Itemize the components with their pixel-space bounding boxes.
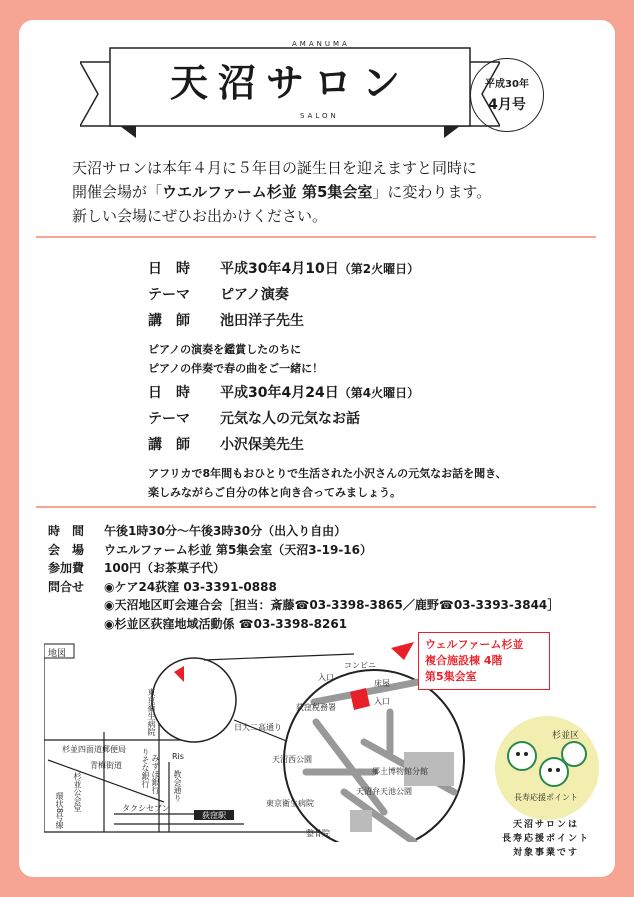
intro-line2-post: 」に変わります。 <box>372 183 492 201</box>
map-label-zeimusho: 荻窪税務署 <box>296 703 336 712</box>
map-label-post: 杉並四面道郵便局 <box>62 745 126 754</box>
callout-line2: 複合施設棟 4階 <box>425 654 503 667</box>
info-contact2-row <box>48 596 608 615</box>
badge-ward: 杉並区 <box>552 731 580 741</box>
info-contact1: ◉ケア24荻窪 03-3391-0888 <box>104 579 277 594</box>
page-title: 天沼サロン <box>169 61 410 105</box>
header-bottom-small: SALON <box>300 112 339 120</box>
map-label-kyodo: 郷土博物館分館 <box>372 767 428 776</box>
map-label-seikotsu: 整骨院 <box>306 829 330 838</box>
map-label-kyokai: 教会通り <box>173 770 182 802</box>
info-contact-row <box>48 578 608 597</box>
info-contact2: ◉天沼地区町会連合会［担当：斎藤☎03-3398-3865／鹿野☎03-3393-3844］ <box>104 598 560 612</box>
badge-points: 長寿応援ポイント <box>514 793 578 802</box>
event-2-lecturer: 小沢保美先生 <box>220 437 304 453</box>
event-1-lecturer: 池田洋子先生 <box>220 313 304 329</box>
intro-venue-bold: ウエルファーム杉並 第5集会室 <box>162 183 373 201</box>
info-contact-label: 問合せ <box>48 579 85 594</box>
map-label-benten: 天沼弁天池公園 <box>356 787 412 796</box>
map-label-konbini: コンビニ <box>344 661 376 670</box>
event-1-theme: ピアノ演奏 <box>220 287 289 303</box>
map-label-tokoya: 床屋 <box>374 679 390 688</box>
issue-month: 4月号 <box>488 97 526 113</box>
info-time: 午後1時30分～午後3時30分（出入り自由） <box>104 524 347 538</box>
intro-text <box>72 156 592 228</box>
intro-line3: 新しい会場にぜひお出かけください。 <box>72 207 328 225</box>
map-label-park-west: 天沼西公園 <box>272 755 312 764</box>
map-label-nittai: 日大二高通り <box>234 723 282 732</box>
intro-line2-pre: 開催会場が「 <box>72 183 163 201</box>
venue-callout <box>418 632 550 690</box>
points-note-line2: 長寿応援ポイント <box>501 834 590 844</box>
info-time-label: 時 間 <box>48 524 85 538</box>
event-1-theme-label: テーマ <box>148 287 190 303</box>
intro-line1: 天沼サロンは本年４月に５年目の誕生日を迎えますと同時に <box>72 159 478 177</box>
map-label-taxi: タクシセブン <box>122 804 170 813</box>
map-station-label: 荻窪駅 <box>202 811 226 820</box>
points-note-line3: 対象事業です <box>512 848 579 858</box>
map-label-entrance2: 入口 <box>374 697 390 706</box>
info-fee: 100円（お茶菓子代） <box>104 561 226 575</box>
event-2-theme-row <box>148 406 588 432</box>
event-1-desc-line2: ピアノの伴奏で春の曲をご一緒に！ <box>148 362 324 375</box>
event-2-lecturer-row <box>148 432 588 458</box>
event-2-date: 平成30年4月24日 <box>220 385 339 401</box>
event-2-weekday: （第4火曜日） <box>338 386 420 400</box>
map-title: 地図 <box>48 649 67 659</box>
map-label-aome: 青梅街道 <box>90 761 122 770</box>
map-label-hospital-small: 東京衛生病院 <box>147 688 156 736</box>
callout-line1: ウェルファーム杉並 <box>425 638 524 651</box>
event-2-theme-label: テーマ <box>148 411 190 427</box>
event-2-description <box>148 464 588 502</box>
event-1-description <box>148 340 588 378</box>
info-fee-row <box>48 559 608 578</box>
divider-bottom <box>36 506 596 508</box>
event-2-lecturer-label: 講 師 <box>148 437 190 453</box>
event-1-lecturer-row <box>148 308 588 334</box>
event-1-date: 平成30年4月10日 <box>220 261 339 277</box>
header-top-small: AMANUMA <box>292 40 350 48</box>
event-info <box>48 522 608 633</box>
points-note-line1: 天沼サロンは <box>512 820 579 830</box>
event-2-date-label: 日 時 <box>148 385 190 401</box>
callout-line3: 第5集会室 <box>425 670 477 683</box>
map-label-hospital: 東京衛生病院 <box>266 799 314 808</box>
map-label-kanpachi: 環状8号線 <box>55 792 64 830</box>
info-venue-row <box>48 541 608 560</box>
event-1 <box>148 256 588 378</box>
divider-top <box>36 236 596 238</box>
event-2-desc-line2: 楽しみながらご自分の体と向き合ってみましょう。 <box>148 486 401 499</box>
map-label-ris: Ris <box>172 752 184 761</box>
info-fee-label: 参加費 <box>48 561 85 575</box>
info-venue-label: 会 場 <box>48 542 85 557</box>
info-contact3-row <box>48 615 608 634</box>
info-contact3: ◉杉並区荻窪地域活動係 ☎03-3398-8261 <box>104 616 348 631</box>
info-venue: ウエルファーム杉並 第5集会室（天沼3-19-16） <box>104 542 372 557</box>
map-label-entrance1: 入口 <box>318 673 334 682</box>
event-2 <box>148 380 588 502</box>
info-time-row <box>48 522 608 541</box>
event-2-desc-line1: アフリカで8年間もおひとりで生活された小沢さんの元気なお話を聞き、 <box>148 467 507 480</box>
intro-line2 <box>72 180 592 204</box>
event-1-lecturer-label: 講 師 <box>148 313 190 329</box>
event-1-date-row <box>148 256 588 282</box>
map-label-resona: りそな銀行 <box>141 748 150 788</box>
longevity-points-badge <box>492 714 602 822</box>
points-note <box>492 818 600 860</box>
issue-year: 平成30年 <box>485 79 529 90</box>
event-1-date-label: 日 時 <box>148 261 190 277</box>
event-1-desc-line1: ピアノの演奏を鑑賞したのちに <box>148 343 302 356</box>
map-label-mizuho: みずほ銀行 <box>151 754 160 794</box>
issue-badge <box>470 58 544 132</box>
event-1-weekday: （第2火曜日） <box>338 262 420 276</box>
event-1-theme-row <box>148 282 588 308</box>
map-label-park-small: 杉並公会堂 <box>73 772 82 812</box>
event-2-date-row <box>148 380 588 406</box>
event-2-theme: 元気な人の元気なお話 <box>220 411 360 427</box>
